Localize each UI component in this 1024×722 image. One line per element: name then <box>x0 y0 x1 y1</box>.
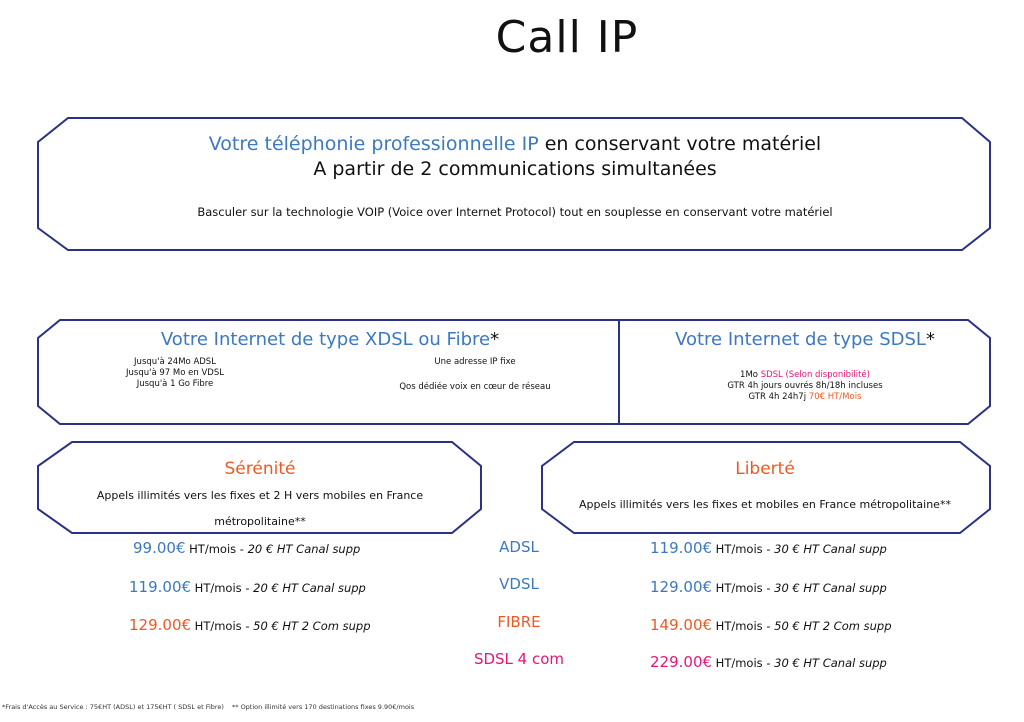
xdsl-speed-adsl: Jusqu'à 24Mo ADSL <box>134 357 216 367</box>
tech-label-vdsl: VDSL <box>499 575 539 593</box>
xdsl-title-text: Votre Internet de type XDSL ou Fibre <box>160 329 491 350</box>
serenite-desc-line1: Appels illimités vers les fixes et 2 H vers mobiles en France <box>96 489 424 502</box>
price-unit: HT/mois - <box>191 619 254 633</box>
liberte-title: Liberté <box>735 459 795 479</box>
sdsl-speed-highlight: SDSL (Selon disponibilité) <box>760 370 870 380</box>
sdsl-title-asterisk: * <box>925 329 935 350</box>
price-extra: 30 € HT Canal supp <box>774 656 887 670</box>
serenite-price-vdsl <box>129 578 366 596</box>
price-amount: 119.00€ <box>650 539 713 557</box>
sdsl-line-gtr: GTR 4h jours ouvrés 8h/18h incluses <box>727 381 883 391</box>
xdsl-speeds <box>90 357 260 390</box>
intro-headline <box>40 133 990 155</box>
price-unit: HT/mois - <box>185 542 248 556</box>
serenite-price-fibre <box>129 616 371 634</box>
footnote-fees: *Frais d'Accès au Service : 75€HT (ADSL) et 175€HT ( SDSL et Fibre) <box>2 703 224 711</box>
price-amount: 149.00€ <box>650 616 713 634</box>
sdsl-details <box>622 370 988 403</box>
sdsl-title-text: Votre Internet de type SDSL <box>675 329 926 350</box>
liberte-price-vdsl <box>650 578 887 596</box>
sdsl-line-speed <box>622 370 988 381</box>
price-amount: 129.00€ <box>650 578 713 596</box>
serenite-desc-line2: métropolitaine** <box>214 515 306 528</box>
sdsl-speed-prefix: 1Mo <box>740 370 761 380</box>
page-title: Call IP <box>495 12 639 63</box>
price-amount: 229.00€ <box>650 653 713 671</box>
intro-description: Basculer sur la technologie VOIP (Voice over Internet Protocol) tout en souplesse en conservant votre matériel <box>197 205 833 219</box>
price-extra: 20 € HT Canal supp <box>247 542 361 556</box>
tech-label-adsl: ADSL <box>499 538 539 556</box>
xdsl-fixed-ip: Une adresse IP fixe <box>434 357 516 367</box>
liberte-price-adsl <box>650 539 887 557</box>
price-unit: HT/mois - <box>712 581 775 595</box>
price-extra: 30 € HT Canal supp <box>774 542 887 556</box>
xdsl-title <box>40 329 620 350</box>
price-amount: 129.00€ <box>129 616 192 634</box>
liberte-price-fibre <box>650 616 892 634</box>
sdsl-line-gtr-247 <box>622 392 988 403</box>
serenite-title: Sérénité <box>224 459 296 479</box>
price-unit: HT/mois - <box>712 656 775 670</box>
liberte-description: Appels illimités vers les fixes et mobiles en France métropolitaine** <box>579 498 951 511</box>
intro-subheadline: A partir de 2 communications simultanées <box>313 158 717 180</box>
price-unit: HT/mois - <box>191 581 254 595</box>
price-unit: HT/mois - <box>712 619 775 633</box>
liberte-price-sdsl <box>650 653 887 671</box>
xdsl-speed-fibre: Jusqu'à 1 Go Fibre <box>136 379 214 389</box>
price-amount: 119.00€ <box>129 578 192 596</box>
xdsl-title-asterisk: * <box>490 329 500 350</box>
tech-label-fibre: FIBRE <box>497 613 541 631</box>
tech-label-sdsl: SDSL 4 com <box>473 650 565 668</box>
price-extra: 50 € HT 2 Com supp <box>774 619 892 633</box>
xdsl-speed-vdsl: Jusqu'à 97 Mo en VDSL <box>126 368 224 378</box>
price-extra: 20 € HT Canal supp <box>253 581 366 595</box>
intro-headline-rest: en conservant votre matériel <box>538 133 822 155</box>
serenite-description <box>60 483 460 535</box>
serenite-price-adsl <box>133 539 360 557</box>
sdsl-gtr247-prefix: GTR 4h 24h7j <box>748 392 809 402</box>
xdsl-qos: Qos dédiée voix en cœur de réseau <box>399 382 551 392</box>
liberte-frame <box>542 442 990 533</box>
price-unit: HT/mois - <box>712 542 775 556</box>
footnote-option: ** Option illimité vers 170 destinations fixes 9.90€/mois <box>232 703 415 711</box>
price-extra: 50 € HT 2 Com supp <box>253 619 371 633</box>
sdsl-gtr247-price: 70€ HT/Mois <box>808 392 862 402</box>
sdsl-title <box>622 329 988 350</box>
price-extra: 30 € HT Canal supp <box>774 581 887 595</box>
price-amount: 99.00€ <box>133 539 186 557</box>
intro-headline-highlight: Votre téléphonie professionnelle IP <box>208 133 539 155</box>
